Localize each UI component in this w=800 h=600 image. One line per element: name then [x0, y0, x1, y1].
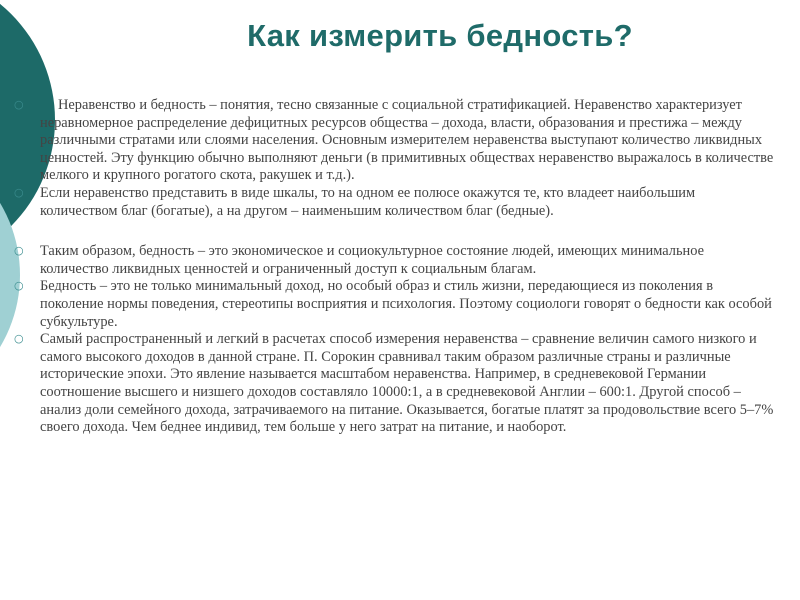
spacer	[14, 220, 774, 243]
bullet-circle-icon: ○	[14, 279, 24, 293]
list-item	[14, 97, 774, 185]
list-item	[14, 278, 774, 331]
bullet-text: Таким образом, бедность – это экономическое и социокультурное состояние людей, имеющих минимальное количество ликвидных ценностей и ограниченный доступ к социальным благам.	[40, 243, 704, 277]
list-item	[14, 243, 774, 278]
list-item	[14, 331, 774, 437]
list-item	[14, 185, 774, 220]
bullet-text: Бедность – это не только минимальный доход, но особый образ и стиль жизни, передающиеся из поколения в поколение нормы поведения, стереотипы восприятия и психология. Поэтому социологи говорят о бедности как особой субкультуре.	[40, 278, 772, 330]
bullet-list	[14, 97, 774, 437]
bullet-text	[40, 97, 774, 185]
bullet-text: Самый распространенный и легкий в расчетах способ измерения неравенства – сравнение величин самого низкого и самого высокого доходов в данной стране. П. Сорокин сравнивал таким образом различные страны и различные исторические эпохи. Это явление называется масштабом неравенства. Например, в средневековой Германии соотношение высшего и низшего доходов составляло 10000:1, а в средневековой Англии – 600:1. Другой способ – анализ доли семейного дохода, затрачиваемого на питание. Оказывается, богатые платят за продовольствие всего 5–7% своего дохода. Чем беднее индивид, тем больше у него затрат на питание, и наоборот.	[40, 331, 774, 436]
slide-title: Как измерить бедность?	[247, 18, 633, 53]
bullet-circle-icon: ○	[14, 332, 24, 346]
bullet-circle-icon: ○	[14, 185, 24, 199]
bullet-text: Если неравенство представить в виде шкалы, то на одном ее полюсе окажутся те, кто владеет наибольшим количеством благ (богатые), а на другом – наименьшим количеством благ (бедные).	[40, 184, 696, 219]
bullet-circle-icon: ○	[14, 244, 24, 258]
bullet-circle-icon: ○	[14, 98, 24, 111]
paragraph: Неравенство и бедность – понятия, тесно связанные с социальной стратификацией. Неравенство характеризует неравномерное распределение дефицитных ресурсов общества – дохода, власти, образования и престижа – между различными стратами или слоями населения. Основным измерителем неравенства выступают количество ликвидных ценностей. Эту функцию обычно выполняют деньги (в примитивных обществах неравенство выражалось в количестве мелкого и крупного рогатого скота, ракушек и т.д.).	[40, 97, 774, 184]
